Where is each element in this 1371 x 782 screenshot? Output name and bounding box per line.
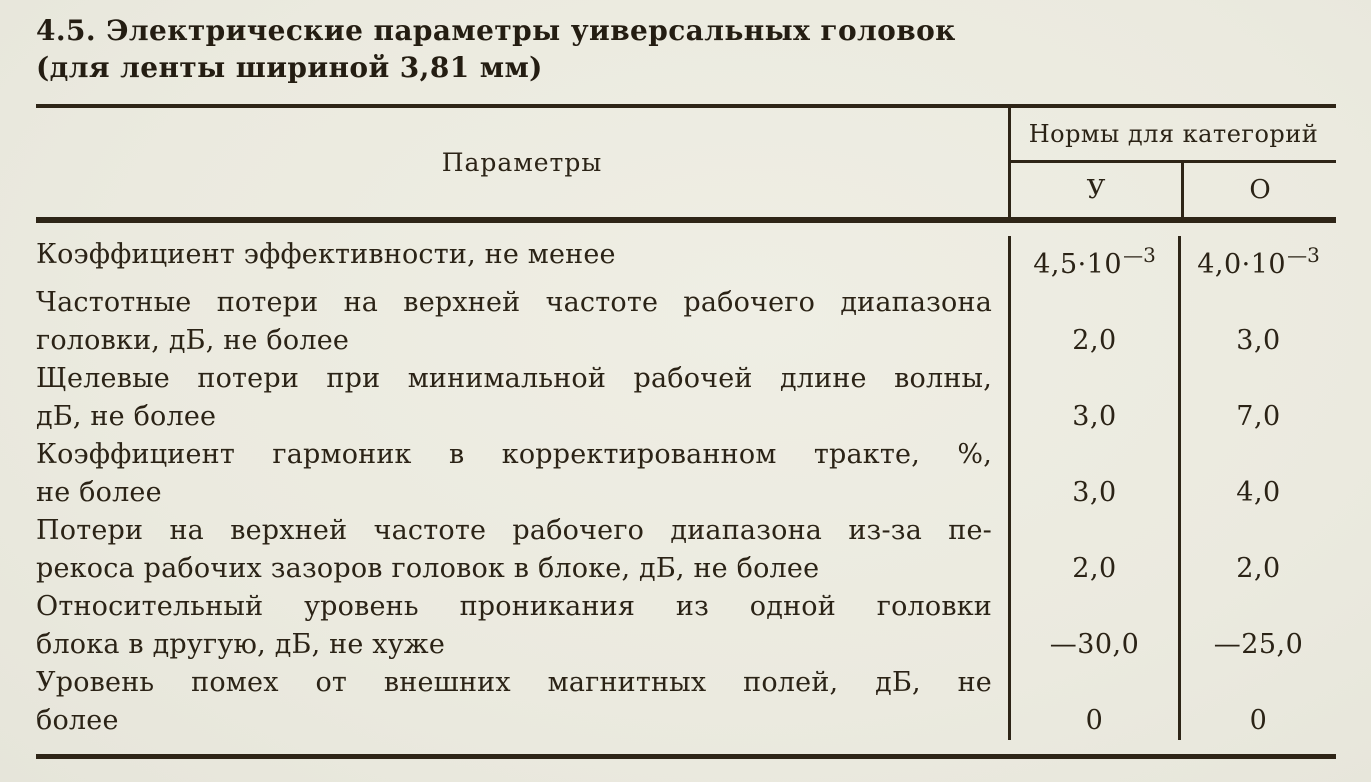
table-row (36, 664, 1336, 740)
table-row (36, 236, 1336, 284)
section-title (36, 0, 1336, 86)
param-name: Относительный уровень проникания из одной головки блока в другую, дБ, не хуже (36, 590, 992, 660)
value-u: 2,0 (1008, 512, 1178, 588)
value-u: 3,0 (1008, 360, 1178, 436)
param-name: Коэффициент эффективности, не менее (36, 239, 616, 270)
param-name: Коэффициент гармоник в корректированном тракте, %, не более (36, 438, 992, 508)
value-u: 0 (1008, 664, 1178, 740)
table-row (36, 284, 1336, 360)
param-name: Частотные потери на верхней частоте рабочего диапазона головки, дБ, не более (36, 286, 992, 356)
norms-subheader (1011, 163, 1336, 217)
value-o: 2,0 (1178, 512, 1336, 588)
document-page (36, 0, 1336, 759)
value-u: —30,0 (1008, 588, 1178, 664)
param-name: Потери на верхней частоте рабочего диапазона из-за пе- рекоса рабочих зазоров головок в блоке, дБ, не более (36, 514, 992, 584)
table-body (36, 223, 1336, 754)
table-row (36, 588, 1336, 664)
param-column-header: Параметры (441, 148, 603, 177)
parameters-table (36, 104, 1336, 759)
value-o: 0 (1178, 664, 1336, 740)
norms-header: Нормы для категорий (1011, 108, 1336, 163)
column-header-u: У (1086, 175, 1106, 205)
value-o: $4,0\cdot 10^{—3}$ (1178, 236, 1336, 284)
value-u: 2,0 (1008, 284, 1178, 360)
section-title-line2: (для ленты шириной 3,81 мм) (36, 51, 543, 84)
param-name: Щелевые потери при минимальной рабочей длине волны, дБ, не более (36, 362, 992, 432)
param-name: Уровень помех от внешних магнитных полей, дБ, не более (36, 666, 992, 736)
value-o: —25,0 (1178, 588, 1336, 664)
column-header-o: О (1181, 163, 1336, 217)
value-o: 4,0 (1178, 436, 1336, 512)
norms-header-block (1008, 108, 1336, 217)
table-header (36, 108, 1336, 223)
value-u: $4,5\cdot 10^{—3}$ (1008, 236, 1178, 284)
table-row (36, 512, 1336, 588)
value-u: 3,0 (1008, 436, 1178, 512)
value-o: 7,0 (1178, 360, 1336, 436)
section-title-line1: 4.5. Электрические параметры уиверсальных головок (36, 14, 956, 47)
table-row (36, 436, 1336, 512)
value-o: 3,0 (1178, 284, 1336, 360)
table-row (36, 360, 1336, 436)
